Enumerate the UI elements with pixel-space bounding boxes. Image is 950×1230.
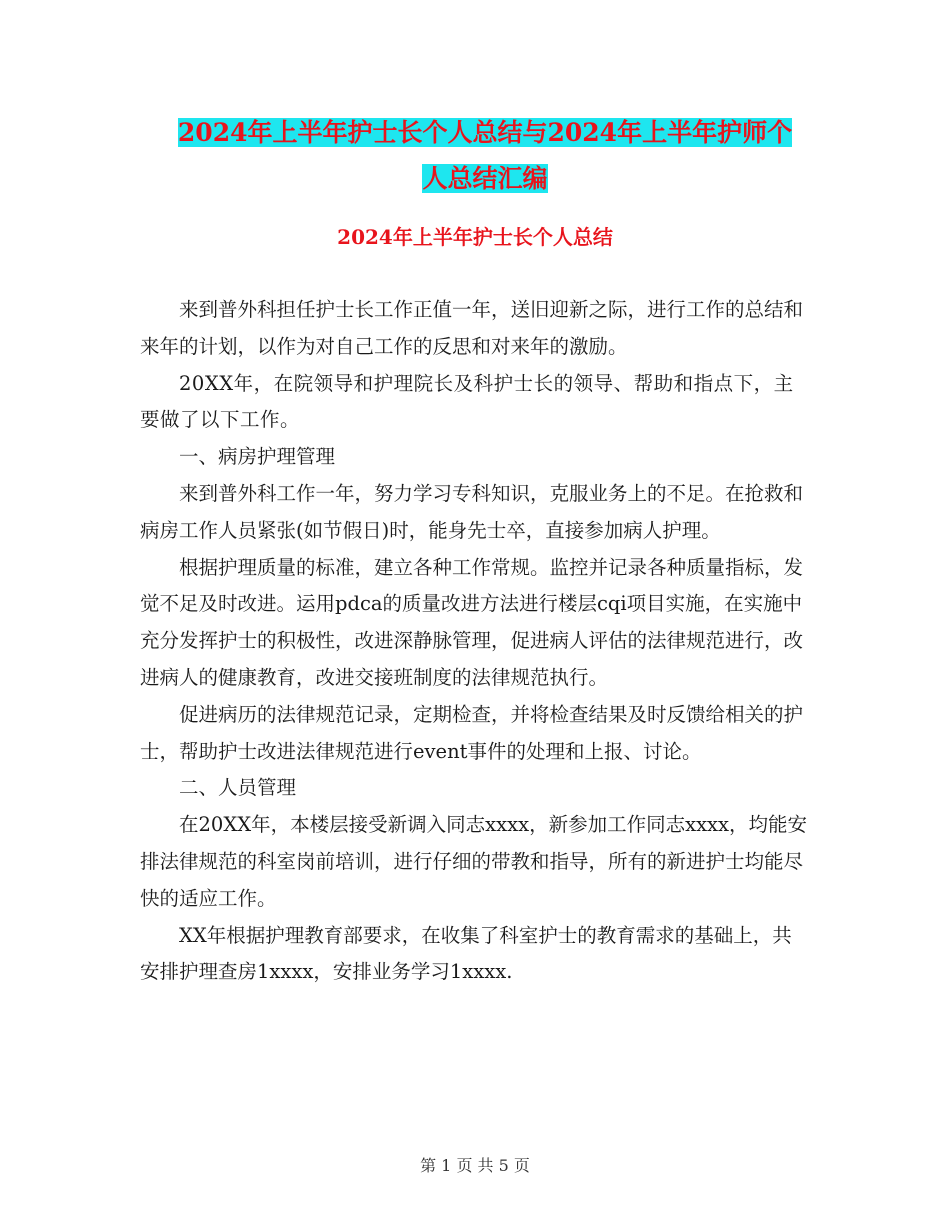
page-footer: 第 1 页 共 5 页 — [420, 1156, 530, 1175]
paragraph: 来到普外科工作一年，努力学习专科知识，克服业务上的不足。在抢救和病房工作人员紧张(如节假日)时，能身先士卒，直接参加病人护理。 — [140, 481, 804, 542]
paragraph: 来到普外科担任护士长工作正值一年，送旧迎新之际，进行工作的总结和来年的计划，以作为对自己工作的反思和对来年的激励。 — [140, 298, 804, 358]
section-heading: 二、人员管理 — [179, 776, 297, 800]
paragraph: 20XX年，在院领导和护理院长及科护士长的领导、帮助和指点下，主要做了以下工作。 — [140, 371, 794, 432]
paragraph: 促进病历的法律规范记录，定期检查，并将检查结果及时反馈给相关的护士，帮助护士改进法律规范进行event事件的处理和上报、讨论。 — [140, 702, 804, 763]
main-title-line-1: 2024年上半年护士长个人总结与2024年上半年护师个 — [177, 118, 793, 147]
section-title: 2024年上半年护士长个人总结 — [337, 225, 613, 249]
paragraph: 根据护理质量的标准，建立各种工作常规。监控并记录各种质量指标，发觉不足及时改进。运用pdca的质量改进方法进行楼层cqi项目实施，在实施中充分发挥护士的积极性，改进深静脉管理，促进病人评估的法律规范进行，改进病人的健康教育，改进交接班制度的法律规范执行。 — [140, 555, 804, 689]
paragraph: XX年根据护理教育部要求，在收集了科室护士的教育需求的基础上，共安排护理查房1xxxx，安排业务学习1xxxx. — [140, 923, 792, 984]
body-text — [140, 292, 810, 991]
section-heading: 一、病房护理管理 — [179, 445, 336, 469]
main-title — [140, 110, 830, 202]
main-title-line-2: 人总结汇编 — [422, 164, 548, 193]
paragraph: 在20XX年，本楼层接受新调入同志xxxx，新参加工作同志xxxx，均能安排法律规范的科室岗前培训，进行仔细的带教和指导，所有的新进护士均能尽快的适应工作。 — [140, 813, 808, 910]
